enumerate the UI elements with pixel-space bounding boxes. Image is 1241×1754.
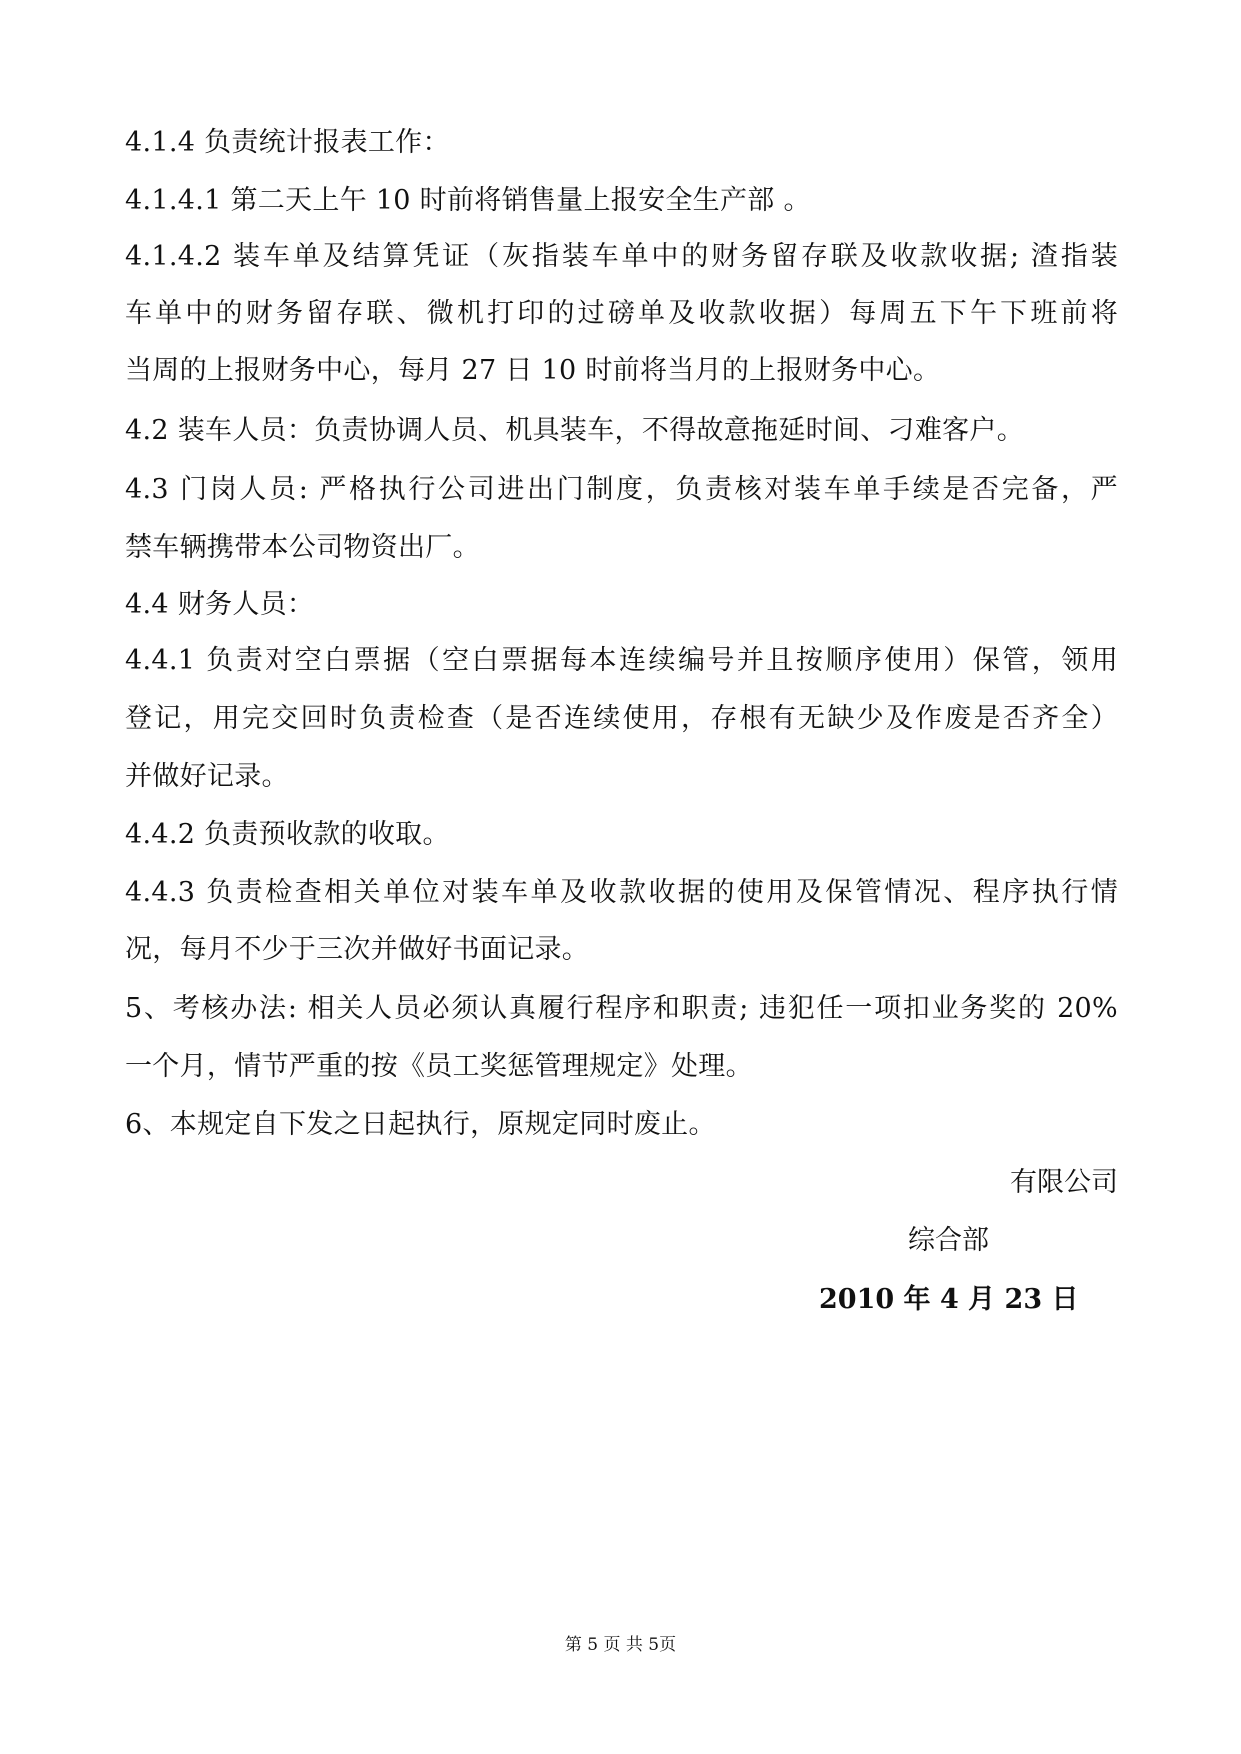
signature-department: 综合部 — [908, 1225, 989, 1256]
paragraph-line: 登记，用完交回时负责检查（是否连续使用，存根有无缺少及作废是否齐全） — [125, 703, 1118, 734]
paragraph-line: 4.2 装车人员：负责协调人员、机具装车，不得故意拖延时间、刁难客户。 — [125, 415, 1025, 446]
paragraph-line: 5、考核办法: 相关人员必须认真履行程序和职责; 违犯任一项扣业务奖的 20% — [125, 993, 1118, 1024]
paragraph-line: 一个月，情节严重的按《员工奖惩管理规定》处理。 — [125, 1051, 753, 1082]
paragraph-line: 并做好记录。 — [125, 761, 289, 792]
paragraph-line: 4.1.4.1 第二天上午 10 时前将销售量上报安全生产部 。 — [125, 185, 811, 216]
page-footer: 第 5 页 共 5页 — [564, 1635, 677, 1655]
paragraph-line: 6、本规定自下发之日起执行，原规定同时废止。 — [125, 1109, 716, 1140]
paragraph-line: 当周的上报财务中心，每月 27 日 10 时前将当月的上报财务中心。 — [125, 355, 941, 386]
paragraph-line: 4.4.2 负责预收款的收取。 — [125, 819, 450, 850]
paragraph-line: 4.4.1 负责对空白票据（空白票据每本连续编号并且按顺序使用）保管，领用 — [125, 645, 1118, 676]
paragraph-line: 禁车辆携带本公司物资出厂。 — [125, 532, 480, 563]
paragraph-line: 4.4 财务人员： — [125, 589, 315, 620]
signature-company: 有限公司 — [1010, 1167, 1118, 1198]
paragraph-line: 车单中的财务留存联、微机打印的过磅单及收款收据）每周五下午下班前将 — [125, 298, 1118, 329]
paragraph-line: 况，每月不少于三次并做好书面记录。 — [125, 934, 590, 965]
signature-date: 2010 年 4 月 23 日 — [819, 1284, 1079, 1315]
paragraph-line: 4.3 门岗人员: 严格执行公司进出门制度，负责核对装车单手续是否完备，严 — [125, 474, 1118, 505]
paragraph-line: 4.1.4.2 装车单及结算凭证（灰指装车单中的财务留存联及收款收据; 渣指装 — [125, 241, 1118, 272]
paragraph-line: 4.4.3 负责检查相关单位对装车单及收款收据的使用及保管情况、程序执行情 — [125, 877, 1118, 908]
paragraph-line: 4.1.4 负责统计报表工作： — [125, 127, 450, 158]
